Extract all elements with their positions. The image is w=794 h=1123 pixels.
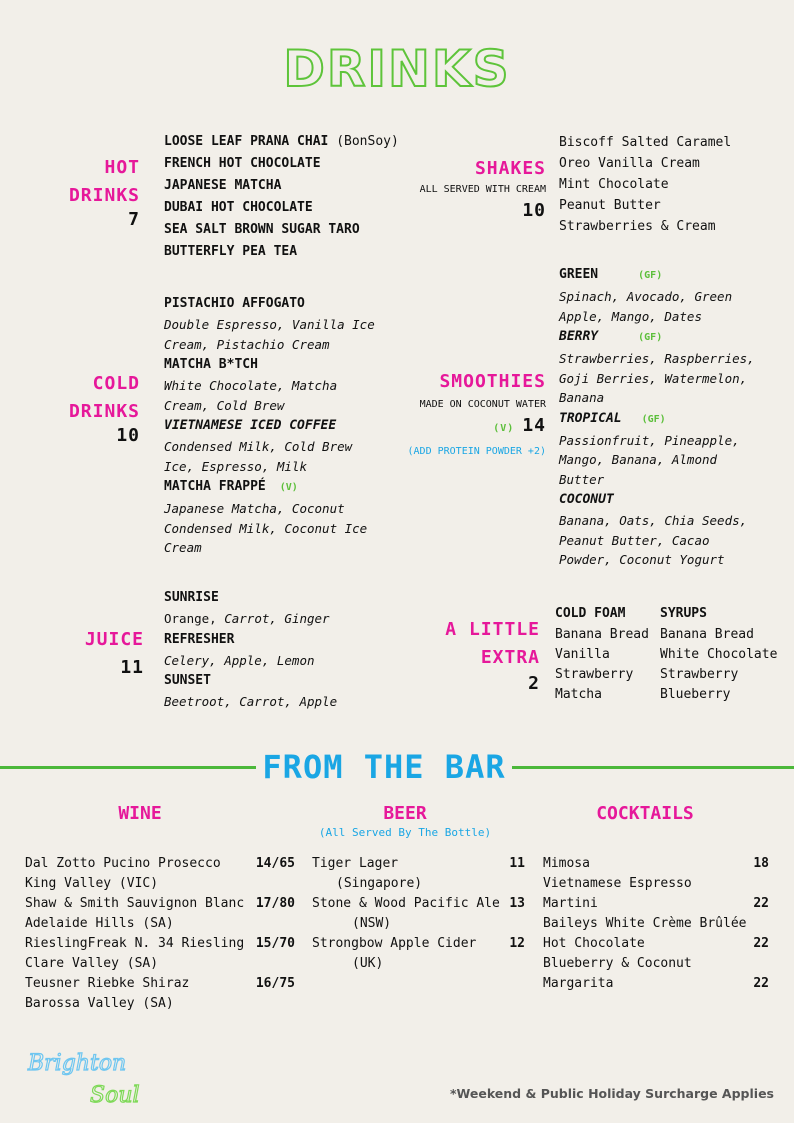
cold-item-desc: Japanese Matcha, Coconut	[164, 501, 345, 516]
cocktail-name: Martini	[543, 896, 598, 911]
wine-list	[25, 854, 295, 1014]
shakes-note: ALL SERVED WITH CREAM	[419, 184, 546, 195]
juice-list	[164, 587, 404, 712]
cold-item: MATCHA FRAPPÉ	[164, 479, 266, 494]
wine-region: Clare Valley (SA)	[25, 956, 159, 971]
wine-row	[25, 854, 295, 894]
cold-item-desc: Condensed Milk, Coconut Ice	[164, 520, 368, 536]
cocktail-name: Mimosa	[543, 856, 590, 871]
protein-addon: (ADD PROTEIN POWDER +2)	[407, 446, 546, 457]
cold-item-desc: Cream, Cold Brew	[164, 397, 285, 413]
cocktail-row	[543, 854, 769, 894]
beer-name: Tiger Lager	[312, 856, 399, 871]
wine-name: Teusner Riebke Shiraz	[25, 976, 190, 991]
hot-item: SEA SALT BROWN SUGAR TARO	[164, 222, 360, 237]
cocktail-name: Blueberry & Coconut	[543, 956, 692, 971]
extra-label-1: A LITTLE	[445, 619, 540, 640]
cocktail-name: Baileys White Crème Brûlée	[543, 916, 747, 931]
smoothies-label: SMOOTHIES	[439, 371, 546, 392]
hot-label-1: HOT	[104, 157, 140, 178]
hot-item: BUTTERFLY PEA TEA	[164, 244, 298, 259]
cold-drinks-list	[164, 293, 404, 558]
smoothie-desc: Butter	[559, 471, 605, 487]
juice-item: SUNSET	[164, 673, 211, 688]
wine-row	[25, 934, 295, 974]
cold-item-desc: Condensed Milk, Cold Brew	[164, 439, 353, 454]
cold-foam-heading: COLD FOAM	[555, 606, 626, 621]
shakes-label: SHAKES	[474, 158, 546, 179]
cocktail-row	[543, 974, 769, 994]
cold-foam-item: Banana Bread	[555, 627, 649, 642]
smoothie-desc: Apple, Mango, Dates	[559, 308, 702, 324]
hot-item: FRENCH HOT CHOCOLATE	[164, 156, 321, 171]
wine-region: Adelaide Hills (SA)	[25, 916, 174, 931]
bar-section-title: FROM THE BAR	[262, 748, 506, 786]
syrup-item: Blueberry	[660, 687, 731, 702]
smoothie-name: COCONUT	[559, 492, 614, 507]
hot-item-note: (BonSoy)	[336, 134, 399, 149]
cocktail-price: 18	[753, 856, 769, 871]
smoothie-name: BERRY	[559, 329, 599, 344]
extra-label-2: EXTRA	[480, 647, 540, 668]
shakes-category	[400, 157, 546, 223]
syrup-item: White Chocolate	[660, 647, 778, 662]
hot-item: JAPANESE MATCHA	[164, 178, 282, 193]
logo-text-line1: Brighton	[28, 1051, 127, 1076]
cocktail-price: 22	[753, 896, 769, 911]
cold-item-desc: Cream, Pistachio Cream	[164, 336, 330, 352]
extra-price: 2	[528, 673, 540, 694]
beer-name: Strongbow Apple Cider	[312, 936, 477, 951]
beer-price: 12	[509, 936, 525, 951]
cold-foam-list	[555, 603, 655, 705]
smoothie-desc: Mango, Banana, Almond	[559, 452, 718, 467]
syrup-item: Strawberry	[660, 667, 739, 682]
gf-tag: (GF)	[641, 413, 666, 425]
cocktail-row	[543, 894, 769, 934]
hot-drinks-category	[40, 156, 140, 232]
syrups-list	[660, 603, 790, 705]
syrups-heading: SYRUPS	[660, 606, 707, 621]
cold-foam-item: Vanilla	[555, 647, 610, 662]
smoothie-name: GREEN	[559, 267, 599, 282]
juice-desc: Carrot, Ginger	[224, 611, 330, 626]
cold-item-desc: Cream	[164, 540, 202, 555]
cocktail-price: 22	[753, 976, 769, 991]
shake-item: Oreo Vanilla Cream	[559, 156, 700, 171]
wine-name: Dal Zotto Pucino Prosecco	[25, 856, 221, 871]
hot-item: DUBAI HOT CHOCOLATE	[164, 200, 313, 215]
hot-drinks-list	[164, 131, 404, 263]
cocktail-row	[543, 934, 769, 974]
cocktail-name: Hot Chocolate	[543, 936, 645, 951]
beer-heading: BEER	[383, 803, 427, 824]
beer-origin: (UK)	[352, 956, 384, 971]
shakes-price: 10	[522, 200, 546, 221]
juice-item: REFRESHER	[164, 631, 235, 647]
brighton-soul-logo	[20, 1040, 170, 1110]
menu-title: DRINKS	[283, 40, 511, 98]
cocktail-name: Margarita	[543, 976, 614, 991]
juice-desc: Beetroot, Carrot, Apple	[164, 694, 338, 709]
extra-category	[400, 618, 540, 696]
wine-row	[25, 894, 295, 934]
divider-line-right	[512, 766, 794, 769]
cold-label-1: COLD	[92, 373, 140, 394]
smoothies-note: MADE ON COCONUT WATER	[419, 399, 546, 410]
cold-item: MATCHA B*TCH	[164, 357, 258, 372]
wine-region: Barossa Valley (SA)	[25, 996, 174, 1011]
shake-item: Peanut Butter	[559, 198, 661, 213]
beer-row	[312, 894, 525, 934]
smoothie-desc: Passionfruit, Pineapple,	[559, 432, 740, 448]
wine-price: 15/70	[255, 936, 295, 951]
beer-origin: (Singapore)	[336, 876, 423, 891]
gf-tag: (GF)	[638, 332, 663, 343]
syrup-item: Banana Bread	[660, 627, 754, 642]
juice-desc: Celery, Apple, Lemon	[164, 652, 315, 668]
hot-item: LOOSE LEAF PRANA CHAI	[164, 134, 329, 149]
beer-row	[312, 934, 525, 974]
vegan-tag: (V)	[493, 423, 515, 434]
beer-name: Stone & Wood Pacific Ale	[312, 896, 500, 911]
smoothie-desc: Goji Berries, Watermelon,	[559, 370, 748, 386]
cocktails-list	[543, 854, 769, 994]
cold-item-desc: Double Espresso, Vanilla Ice	[164, 317, 375, 332]
gf-tag: (GF)	[638, 270, 663, 281]
cold-item-desc: Ice, Espresso, Milk	[164, 458, 307, 474]
beer-note: (All Served By The Bottle)	[318, 826, 492, 839]
smoothies-price: 14	[522, 415, 546, 436]
wine-heading: WINE	[118, 803, 162, 824]
cold-item: PISTACHIO AFFOGATO	[164, 296, 305, 311]
smoothie-desc: Spinach, Avocado, Green	[559, 289, 733, 304]
cocktail-name: Vietnamese Espresso	[543, 876, 692, 891]
wine-price: 16/75	[255, 976, 295, 991]
shake-item: Strawberries & Cream	[559, 219, 716, 234]
shake-item: Mint Chocolate	[559, 177, 669, 192]
vegan-tag: (V)	[279, 482, 298, 493]
cold-label-2: DRINKS	[68, 401, 140, 422]
shakes-list	[559, 132, 779, 237]
smoothies-category	[400, 370, 546, 459]
wine-name: Shaw & Smith Sauvignon Blanc	[25, 896, 245, 911]
cold-drinks-category	[40, 372, 140, 448]
smoothie-desc: Peanut Butter, Cacao	[559, 532, 710, 548]
surcharge-note: *Weekend & Public Holiday Surcharge Applies	[449, 1086, 774, 1101]
juice-category	[40, 628, 144, 680]
wine-name: RieslingFreak N. 34 Riesling	[25, 936, 245, 951]
beer-price: 11	[509, 856, 525, 871]
cocktail-price: 22	[753, 936, 769, 951]
smoothie-desc: Strawberries, Raspberries,	[559, 351, 755, 366]
wine-row	[25, 974, 295, 1014]
juice-desc: Orange,	[164, 611, 225, 626]
shake-item: Biscoff Salted Caramel	[559, 135, 732, 150]
cold-foam-item: Strawberry	[555, 667, 634, 682]
cold-price: 10	[116, 425, 140, 446]
juice-price: 11	[120, 657, 144, 678]
hot-label-2: DRINKS	[68, 185, 140, 206]
beer-origin: (NSW)	[352, 916, 392, 931]
juice-item: SUNRISE	[164, 590, 219, 605]
wine-price: 14/65	[255, 856, 295, 871]
smoothie-desc: Banana	[559, 390, 605, 405]
juice-label: JUICE	[84, 629, 144, 650]
logo-text-line2: Soul	[90, 1083, 140, 1108]
beer-row	[312, 854, 525, 894]
smoothie-name: TROPICAL	[559, 410, 622, 426]
smoothie-desc: Powder, Coconut Yogurt	[559, 552, 725, 567]
smoothies-list	[559, 264, 789, 570]
cocktails-heading: COCKTAILS	[596, 803, 694, 824]
beer-list	[312, 854, 525, 974]
wine-price: 17/80	[255, 896, 295, 911]
hot-price: 7	[128, 209, 140, 230]
beer-price: 13	[509, 896, 525, 911]
cold-item: VIETNAMESE ICED COFFEE	[164, 418, 337, 433]
divider-line-left	[0, 766, 256, 769]
wine-region: King Valley (VIC)	[25, 876, 159, 891]
smoothie-desc: Banana, Oats, Chia Seeds,	[559, 513, 748, 528]
cold-item-desc: White Chocolate, Matcha	[164, 378, 338, 393]
cold-foam-item: Matcha	[555, 687, 602, 702]
